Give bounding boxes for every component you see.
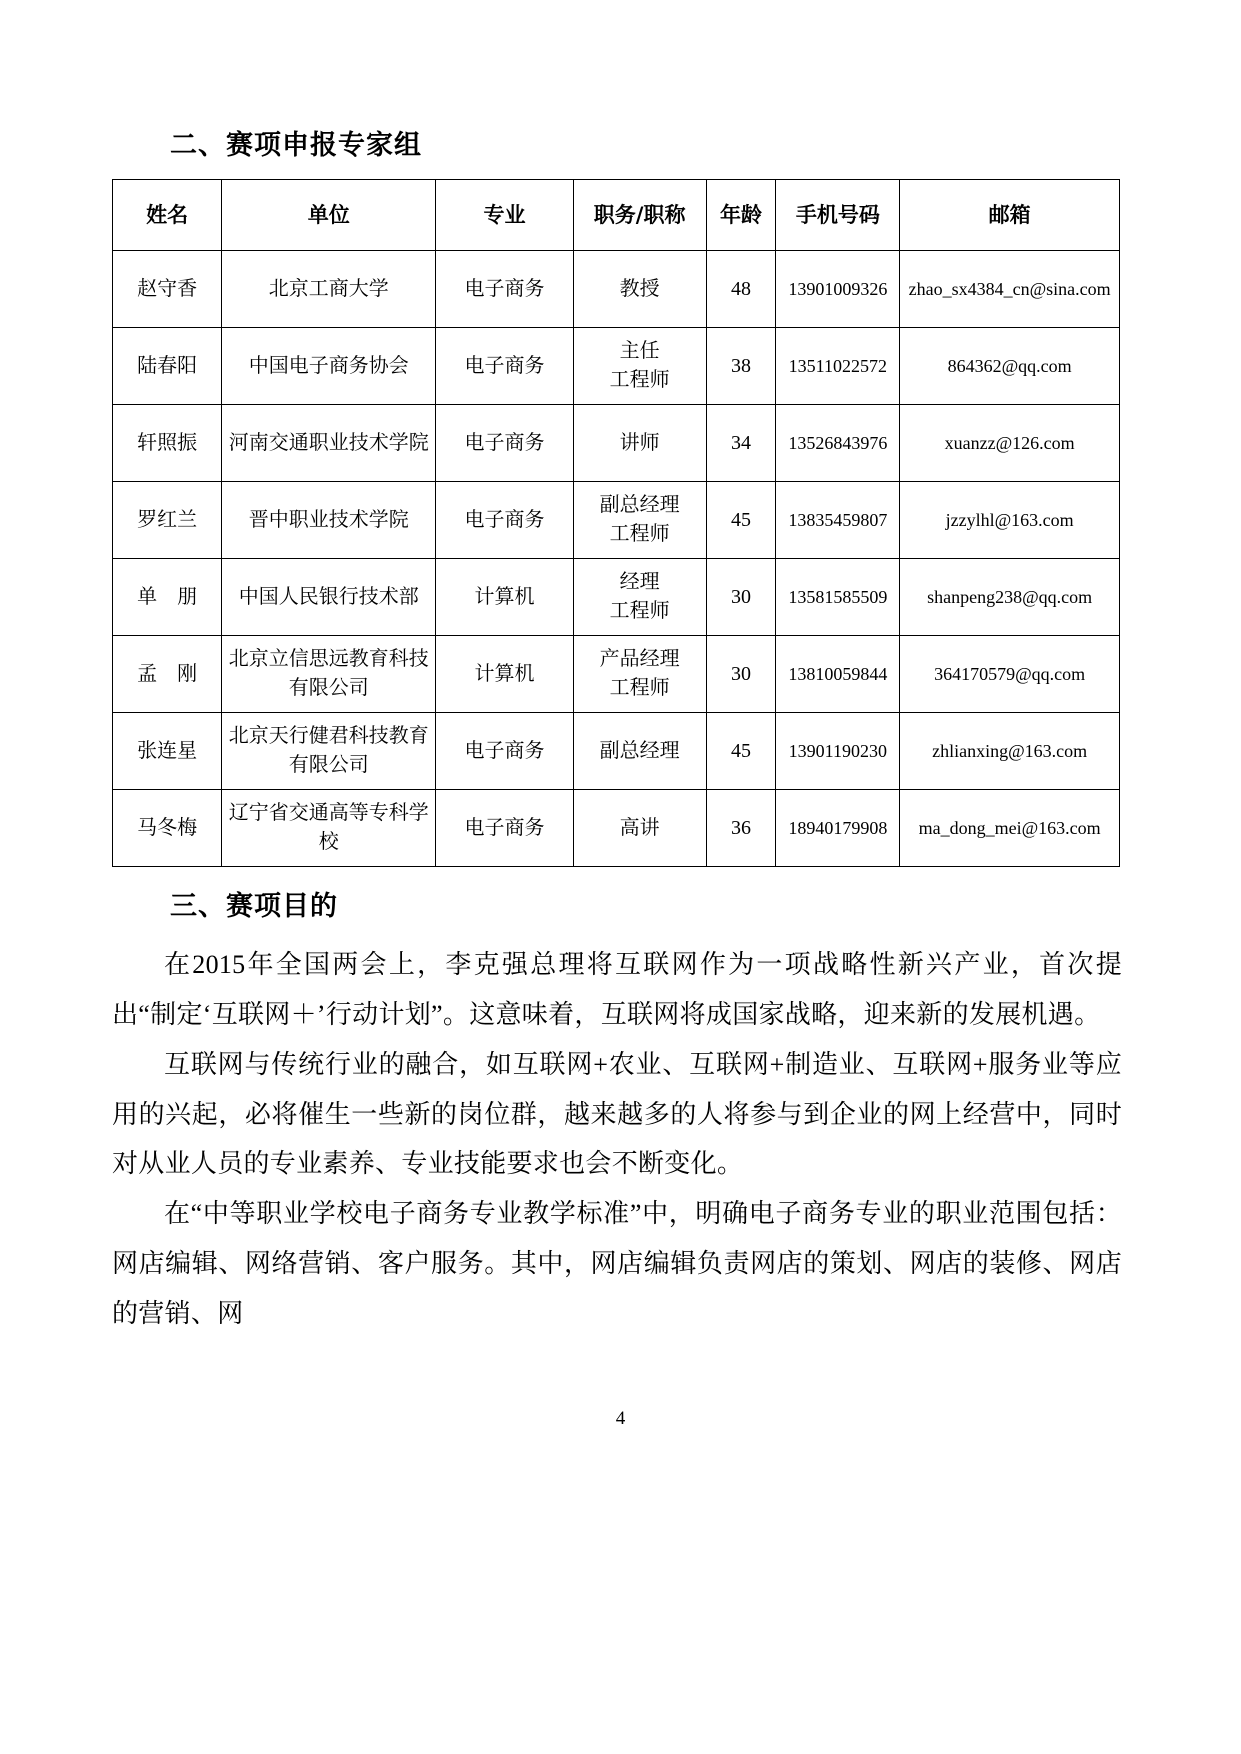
column-header-unit: 单位 bbox=[222, 180, 436, 251]
cell-email: 864362@qq.com bbox=[900, 328, 1120, 405]
cell-unit: 晋中职业技术学院 bbox=[222, 482, 436, 559]
cell-title: 教授 bbox=[573, 251, 706, 328]
cell-major: 计算机 bbox=[436, 636, 573, 713]
cell-unit: 北京立信思远教育科技有限公司 bbox=[222, 636, 436, 713]
cell-title: 副总经理 bbox=[573, 713, 706, 790]
cell-title: 产品经理 工程师 bbox=[573, 636, 706, 713]
cell-phone: 13901190230 bbox=[776, 713, 900, 790]
cell-phone: 13526843976 bbox=[776, 405, 900, 482]
table-header bbox=[113, 180, 1120, 251]
cell-age: 36 bbox=[706, 790, 776, 867]
table-row bbox=[113, 251, 1120, 328]
cell-unit: 中国电子商务协会 bbox=[222, 328, 436, 405]
page-content bbox=[112, 0, 1122, 1339]
table-row bbox=[113, 713, 1120, 790]
column-header-phone: 手机号码 bbox=[776, 180, 900, 251]
cell-phone: 18940179908 bbox=[776, 790, 900, 867]
cell-major: 电子商务 bbox=[436, 790, 573, 867]
cell-age: 45 bbox=[706, 482, 776, 559]
body-paragraph-3: 在“中等职业学校电子商务专业教学标准”中，明确电子商务专业的职业范围包括：网店编辑、网络营销、客户服务。其中，网店编辑负责网店的策划、网店的装修、网店的营销、网 bbox=[112, 1199, 1122, 1329]
table-header-row bbox=[113, 180, 1120, 251]
page-number: 4 bbox=[615, 1408, 626, 1429]
table-row bbox=[113, 405, 1120, 482]
cell-unit: 河南交通职业技术学院 bbox=[222, 405, 436, 482]
cell-name: 轩照振 bbox=[113, 405, 222, 482]
cell-title: 主任 工程师 bbox=[573, 328, 706, 405]
cell-name: 单 朋 bbox=[113, 559, 222, 636]
cell-title: 讲师 bbox=[573, 405, 706, 482]
section-heading-three: 三、赛项目的 bbox=[170, 891, 338, 923]
column-header-title: 职务/职称 bbox=[573, 180, 706, 251]
cell-email: 364170579@qq.com bbox=[900, 636, 1120, 713]
cell-phone: 13581585509 bbox=[776, 559, 900, 636]
column-header-name: 姓名 bbox=[113, 180, 222, 251]
cell-major: 电子商务 bbox=[436, 713, 573, 790]
cell-name: 陆春阳 bbox=[113, 328, 222, 405]
cell-major: 电子商务 bbox=[436, 328, 573, 405]
cell-email: shanpeng238@qq.com bbox=[900, 559, 1120, 636]
cell-unit: 北京工商大学 bbox=[222, 251, 436, 328]
column-header-age: 年龄 bbox=[706, 180, 776, 251]
table-body bbox=[113, 251, 1120, 867]
cell-major: 计算机 bbox=[436, 559, 573, 636]
section-heading-two: 二、赛项申报专家组 bbox=[170, 130, 422, 161]
cell-major: 电子商务 bbox=[436, 251, 573, 328]
cell-unit: 辽宁省交通高等专科学校 bbox=[222, 790, 436, 867]
cell-major: 电子商务 bbox=[436, 405, 573, 482]
cell-phone: 13901009326 bbox=[776, 251, 900, 328]
cell-name: 罗红兰 bbox=[113, 482, 222, 559]
cell-age: 30 bbox=[706, 636, 776, 713]
cell-age: 34 bbox=[706, 405, 776, 482]
cell-age: 48 bbox=[706, 251, 776, 328]
cell-age: 30 bbox=[706, 559, 776, 636]
cell-name: 赵守香 bbox=[113, 251, 222, 328]
cell-title: 副总经理 工程师 bbox=[573, 482, 706, 559]
cell-email: ma_dong_mei@163.com bbox=[900, 790, 1120, 867]
table-row bbox=[113, 636, 1120, 713]
cell-age: 45 bbox=[706, 713, 776, 790]
cell-email: xuanzz@126.com bbox=[900, 405, 1120, 482]
cell-unit: 北京天行健君科技教育有限公司 bbox=[222, 713, 436, 790]
cell-title: 经理 工程师 bbox=[573, 559, 706, 636]
expert-group-table bbox=[112, 179, 1120, 867]
cell-age: 38 bbox=[706, 328, 776, 405]
cell-phone: 13835459807 bbox=[776, 482, 900, 559]
cell-phone: 13511022572 bbox=[776, 328, 900, 405]
cell-phone: 13810059844 bbox=[776, 636, 900, 713]
table-row bbox=[113, 328, 1120, 405]
cell-title: 高讲 bbox=[573, 790, 706, 867]
cell-email: zhlianxing@163.com bbox=[900, 713, 1120, 790]
cell-major: 电子商务 bbox=[436, 482, 573, 559]
column-header-major: 专业 bbox=[436, 180, 573, 251]
body-paragraph-2: 互联网与传统行业的融合，如互联网+农业、互联网+制造业、互联网+服务业等应用的兴起，必将催生一些新的岗位群，越来越多的人将参与到企业的网上经营中，同时对从业人员的专业素养、专业技能要求也会不断变化。 bbox=[112, 1049, 1122, 1179]
column-header-email: 邮箱 bbox=[900, 180, 1120, 251]
table-row bbox=[113, 482, 1120, 559]
cell-email: jzzylhl@163.com bbox=[900, 482, 1120, 559]
cell-name: 孟 刚 bbox=[113, 636, 222, 713]
table-row bbox=[113, 559, 1120, 636]
cell-unit: 中国人民银行技术部 bbox=[222, 559, 436, 636]
cell-name: 张连星 bbox=[113, 713, 222, 790]
cell-name: 马冬梅 bbox=[113, 790, 222, 867]
cell-email: zhao_sx4384_cn@sina.com bbox=[900, 251, 1120, 328]
body-paragraph-1: 在2015年全国两会上，李克强总理将互联网作为一项战略性新兴产业，首次提出“制定‘互联网＋’行动计划”。这意味着，互联网将成国家战略，迎来新的发展机遇。 bbox=[112, 949, 1122, 1029]
table-row bbox=[113, 790, 1120, 867]
